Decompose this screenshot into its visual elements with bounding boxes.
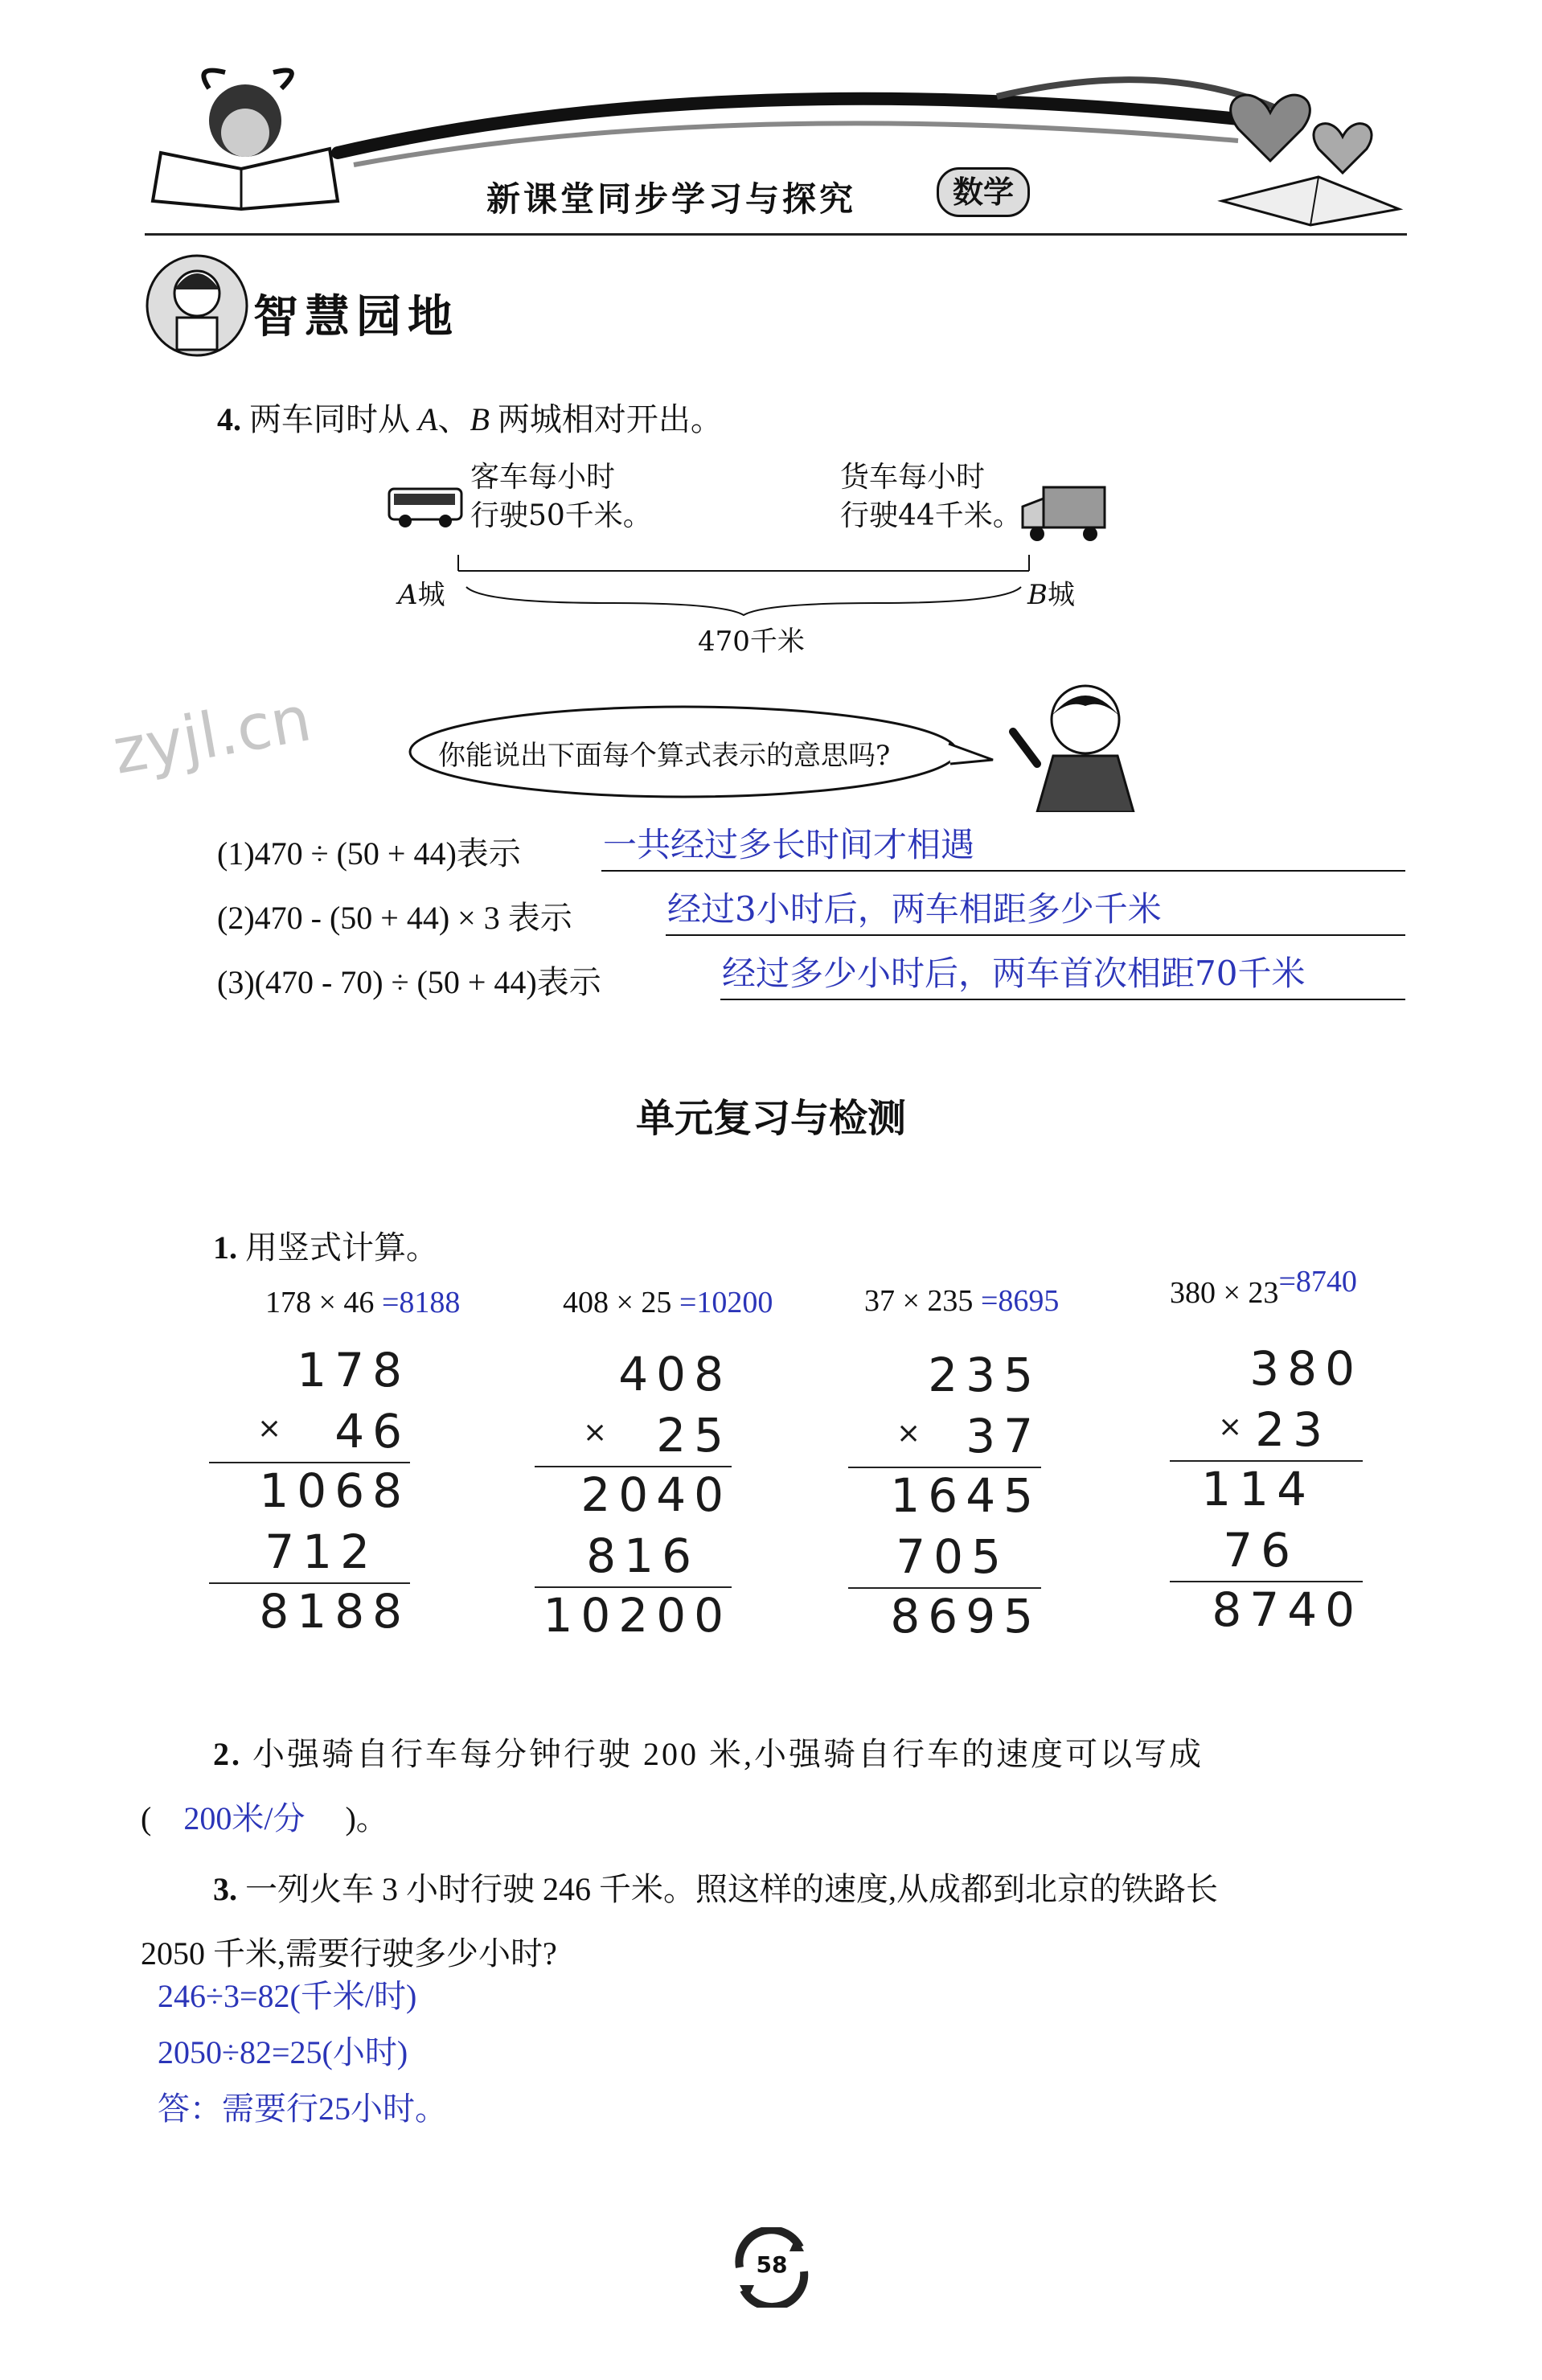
header [0,0,1542,241]
problem4-prompt [217,394,723,440]
calc4-expr [1170,1265,1357,1311]
calc3-vertical [848,1348,1041,1661]
calc3-multiplier: 37 [966,1409,1041,1463]
calc2-partial2: 816 [586,1529,699,1583]
section-banner [145,249,547,362]
solution-line-1: 246÷3=82(千米/时) [158,1978,417,2014]
calc3-top: 235 [928,1348,1041,1402]
item2-answer: 经过3小时后，两车相距多少千米 [667,889,1162,929]
label-b [1027,572,1075,612]
calc1-top: 178 [297,1343,410,1397]
unit-review-title: 单元复习与检测 [635,1096,906,1141]
calc1-partial2: 712 [265,1524,378,1579]
calc3-partial1: 1645 [890,1468,1041,1523]
page-number: 58 [756,2251,788,2278]
item1-underline [601,870,1405,872]
calc2-expr [563,1285,773,1320]
separator: 、 [437,401,470,437]
label-b-letter: B [1027,579,1048,611]
problem4-number: 4. [217,401,241,437]
item2-expr: (2)470 - (50 + 44) × 3 表示 [217,900,572,936]
problem3-solution [158,1968,447,2137]
calc4-partial1: 114 [1201,1462,1314,1516]
subject-badge: 数学 [937,167,1030,217]
calc2-result: 10200 [543,1588,732,1643]
calc2-vertical [535,1347,732,1660]
distance-label: 470千米 [698,626,805,658]
calc1-multiplier: 46 [334,1404,410,1459]
label-a [398,572,445,612]
calc1-answer: =8188 [381,1286,461,1319]
problem2-answer: 200米/分 [183,1800,306,1836]
problem4-items [217,825,1407,1013]
city-a: A [418,401,438,437]
distance-brace [450,547,1045,619]
calc1-expr [265,1285,460,1320]
calc4-partial2: 76 [1223,1523,1298,1578]
calc3-expr [864,1283,1059,1319]
calc4-top: 380 [1249,1341,1363,1396]
item1-answer: 一共经过多长时间才相遇 [603,825,975,864]
problem4-prompt-post: 两城相对开出。 [497,401,723,437]
item1-expr: (1)470 ÷ (50 + 44)表示 [217,835,521,872]
watermark: zyjl.cn [108,683,317,789]
calc4-vertical [1170,1341,1363,1655]
book-title: 新课堂同步学习与探究 [486,179,857,219]
calc3-answer: =8695 [980,1284,1060,1318]
calc1-expression: 178 × 46 [265,1286,375,1319]
calc2-times: × [583,1416,616,1449]
calc1-partial1: 1068 [259,1463,410,1518]
paren-open: ( [141,1800,152,1836]
label-a-suffix: 城 [417,579,445,611]
calc3-partial2: 705 [896,1529,1009,1584]
problem2-body: 小强骑自行车每分钟行驶 200 米,小强骑自行车的速度可以写成 [252,1736,1204,1772]
girl-reading-icon [145,56,346,217]
truck-info [840,458,1022,536]
problem3-text-1 [213,1864,1218,1910]
boy-thinking-icon [145,249,249,362]
calc4-multiplier: 23 [1255,1402,1331,1457]
item3-underline [720,999,1405,1000]
calc4-result: 8740 [1212,1582,1363,1637]
problem2-number: 2. [213,1736,242,1772]
label-b-suffix: 城 [1048,579,1075,611]
problem3-number: 3. [213,1871,237,1907]
problem3-body-1: 一列火车 3 小时行驶 246 千米。照这样的速度,从成都到北京的铁路长 [245,1871,1218,1907]
calc1-result: 8188 [259,1584,410,1639]
paren-close: )。 [345,1800,388,1836]
calc1-times: × [257,1412,290,1445]
solution-line-2: 2050÷82=25(小时) [158,2034,408,2070]
problem3-text-2: 2050 千米,需要行驶多少小时? [141,1935,557,1972]
truck-icon [1019,482,1108,547]
city-b: B [470,401,490,437]
bus-text-1: 客车每小时 [470,461,616,494]
problem2-answer-line [141,1793,388,1839]
problem1-text: 用竖式计算。 [245,1229,438,1266]
item3-expr: (3)(470 - 70) ÷ (50 + 44)表示 [217,964,601,1000]
hearts-plane-icon [1190,64,1415,233]
calc2-multiplier: 25 [656,1408,732,1463]
solution-line-3: 答：需要行25小时。 [158,2091,447,2127]
calc4-times: × [1218,1410,1251,1443]
calc2-top: 408 [618,1347,732,1401]
problem1-number: 1. [213,1229,237,1266]
problem4-prompt-pre: 两车同时从 [249,401,410,437]
problem2-text [213,1729,1204,1775]
bus-icon [386,482,466,531]
calc2-partial1: 2040 [580,1467,732,1522]
bus-info [470,458,652,536]
truck-text-1: 货车每小时 [840,461,986,494]
calc4-expression: 380 × 23 [1170,1276,1279,1310]
calc3-times: × [896,1417,929,1450]
item2-underline [666,934,1405,936]
calc3-expression: 37 × 235 [864,1284,974,1318]
calc4-answer: =8740 [1278,1265,1357,1299]
item3-answer: 经过多少小时后，两车首次相距70千米 [722,954,1306,993]
speech-text: 你能说出下面每个算式表示的意思吗? [438,740,891,772]
problem1-prompt [213,1222,438,1268]
calc2-answer: =10200 [679,1286,773,1319]
calc2-expression: 408 × 25 [563,1286,672,1319]
section-title: 智慧园地 [253,291,459,343]
boy-waving-icon [1005,675,1150,812]
truck-text-2: 行驶44千米。 [840,499,1022,532]
label-a-letter: A [398,579,418,611]
calc3-result: 8695 [890,1589,1041,1643]
bus-text-2: 行驶50千米。 [470,499,652,532]
calc1-vertical [209,1343,410,1656]
